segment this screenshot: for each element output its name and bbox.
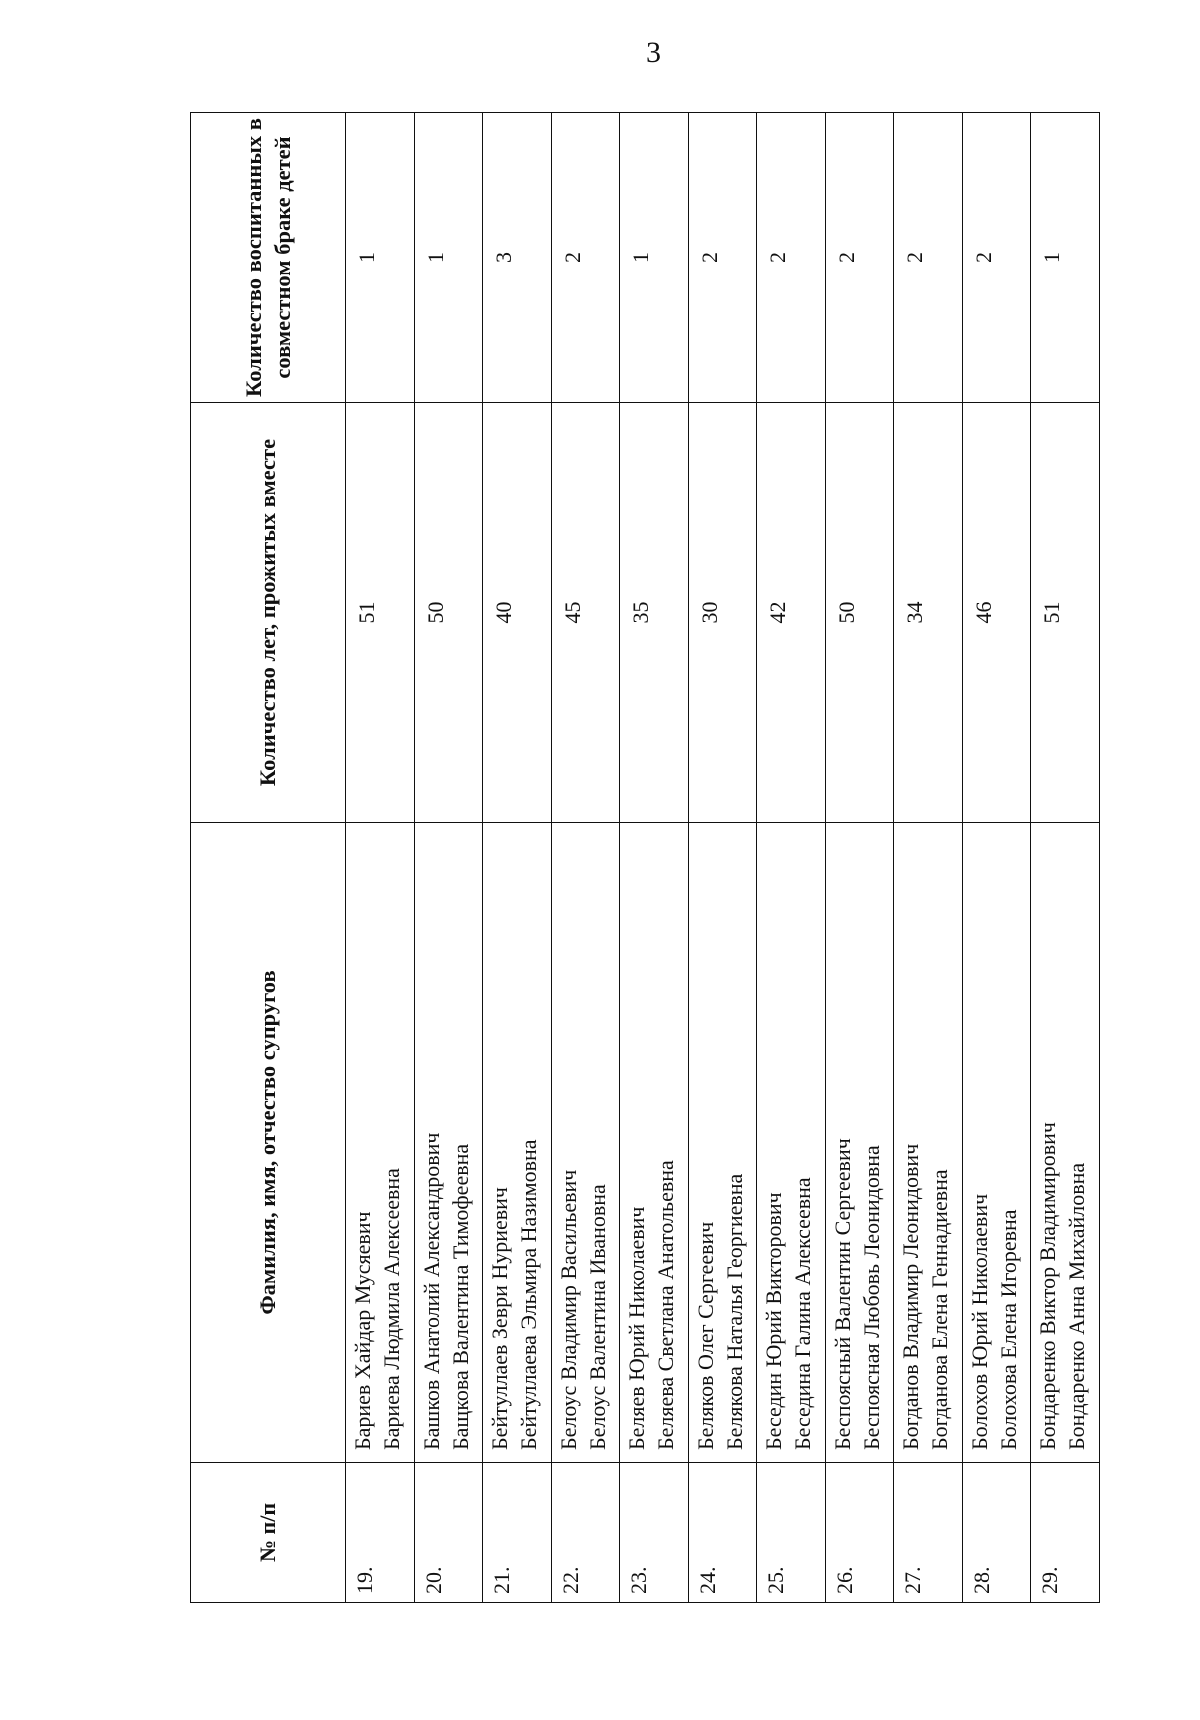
children-count: 2	[757, 113, 826, 403]
spouse-names	[346, 823, 415, 1463]
wife-name: Бащкова Валентина Тимофеевна	[447, 1143, 473, 1450]
spouse-names	[688, 823, 757, 1463]
row-number: 29.	[1031, 1463, 1100, 1603]
wife-name: Бариева Людмила Алексеевна	[379, 1168, 405, 1450]
table-row	[688, 113, 757, 1603]
years-together: 46	[962, 403, 1031, 823]
children-count: 3	[483, 113, 552, 403]
years-together: 51	[1031, 403, 1100, 823]
spouse-names	[757, 823, 826, 1463]
wife-name: Беседина Галина Алексеевна	[790, 1177, 816, 1450]
couples-table	[190, 112, 1100, 1603]
table-row	[620, 113, 689, 1603]
husband-name: Бейтуллаев Зеври Нуриевич	[487, 1186, 513, 1450]
wife-name: Белоус Валентина Ивановна	[584, 1184, 610, 1450]
row-number: 24.	[688, 1463, 757, 1603]
husband-name: Беспоясный Валентин Сергеевич	[829, 1138, 855, 1450]
years-together: 35	[620, 403, 689, 823]
wife-name: Бейтуллаева Эльмира Назимовна	[516, 1139, 542, 1450]
table-row	[825, 113, 894, 1603]
row-number: 19.	[346, 1463, 415, 1603]
children-count: 1	[620, 113, 689, 403]
husband-name: Беседин Юрий Викторович	[761, 1192, 787, 1450]
years-together: 34	[894, 403, 963, 823]
husband-name: Бариев Хайдар Мусяевич	[350, 1211, 375, 1450]
years-together: 50	[414, 403, 483, 823]
years-together: 30	[688, 403, 757, 823]
children-count: 2	[962, 113, 1031, 403]
spouse-names	[414, 823, 483, 1463]
wife-name: Белякова Наталья Георгиевна	[721, 1173, 747, 1450]
header-years: Количество лет, прожитых вместе	[191, 403, 346, 823]
row-number: 26.	[825, 1463, 894, 1603]
years-together: 40	[483, 403, 552, 823]
spouse-names	[1031, 823, 1100, 1463]
spouse-names	[825, 823, 894, 1463]
row-number: 21.	[483, 1463, 552, 1603]
children-count: 2	[551, 113, 620, 403]
spouse-names	[551, 823, 620, 1463]
table-row	[346, 113, 415, 1603]
table-row	[414, 113, 483, 1603]
children-count: 1	[1031, 113, 1100, 403]
table-row	[551, 113, 620, 1603]
husband-name: Беляков Олег Сергеевич	[692, 1221, 718, 1450]
husband-name: Бондаренко Виктор Владимирович	[1035, 1122, 1061, 1450]
husband-name: Болохов Юрий Николаевич	[966, 1193, 992, 1450]
wife-name: Беспоясная Любовь Леонидовна	[858, 1145, 884, 1450]
header-children: Количество воспитанных в совместном браке детей	[191, 113, 346, 403]
table-row	[483, 113, 552, 1603]
wife-name: Богданова Елена Геннадиевна	[927, 1169, 953, 1450]
husband-name: Белоус Владимир Васильевич	[555, 1169, 581, 1450]
children-count: 2	[894, 113, 963, 403]
page-number: 3	[646, 36, 661, 69]
husband-name: Башков Анатолий Александрович	[418, 1132, 444, 1450]
husband-name: Богданов Владимир Леонидович	[898, 1143, 924, 1450]
years-together: 45	[551, 403, 620, 823]
children-count: 1	[414, 113, 483, 403]
spouse-names	[620, 823, 689, 1463]
row-number: 28.	[962, 1463, 1031, 1603]
wife-name: Бондаренко Анна Михайловна	[1064, 1162, 1090, 1450]
table-row	[894, 113, 963, 1603]
row-number: 27.	[894, 1463, 963, 1603]
table-row	[1031, 113, 1100, 1603]
row-number: 20.	[414, 1463, 483, 1603]
wife-name: Болохова Елена Игоревна	[995, 1209, 1021, 1450]
header-number: № п/п	[191, 1463, 346, 1603]
years-together: 51	[346, 403, 415, 823]
children-count: 2	[825, 113, 894, 403]
spouse-names	[483, 823, 552, 1463]
row-number: 23.	[620, 1463, 689, 1603]
table-row	[757, 113, 826, 1603]
row-number: 25.	[757, 1463, 826, 1603]
rotated-table-frame	[190, 113, 1100, 1603]
children-count: 2	[688, 113, 757, 403]
husband-name: Беляев Юрий Николаевич	[624, 1206, 650, 1450]
children-count: 1	[346, 113, 415, 403]
spouse-names	[962, 823, 1031, 1463]
years-together: 50	[825, 403, 894, 823]
table-row	[962, 113, 1031, 1603]
spouse-names	[894, 823, 963, 1463]
row-number: 22.	[551, 1463, 620, 1603]
table-header-row	[191, 113, 346, 1603]
header-names: Фамилия, имя, отчество супругов	[191, 823, 346, 1463]
wife-name: Беляева Светлана Анатольевна	[653, 1160, 679, 1450]
years-together: 42	[757, 403, 826, 823]
